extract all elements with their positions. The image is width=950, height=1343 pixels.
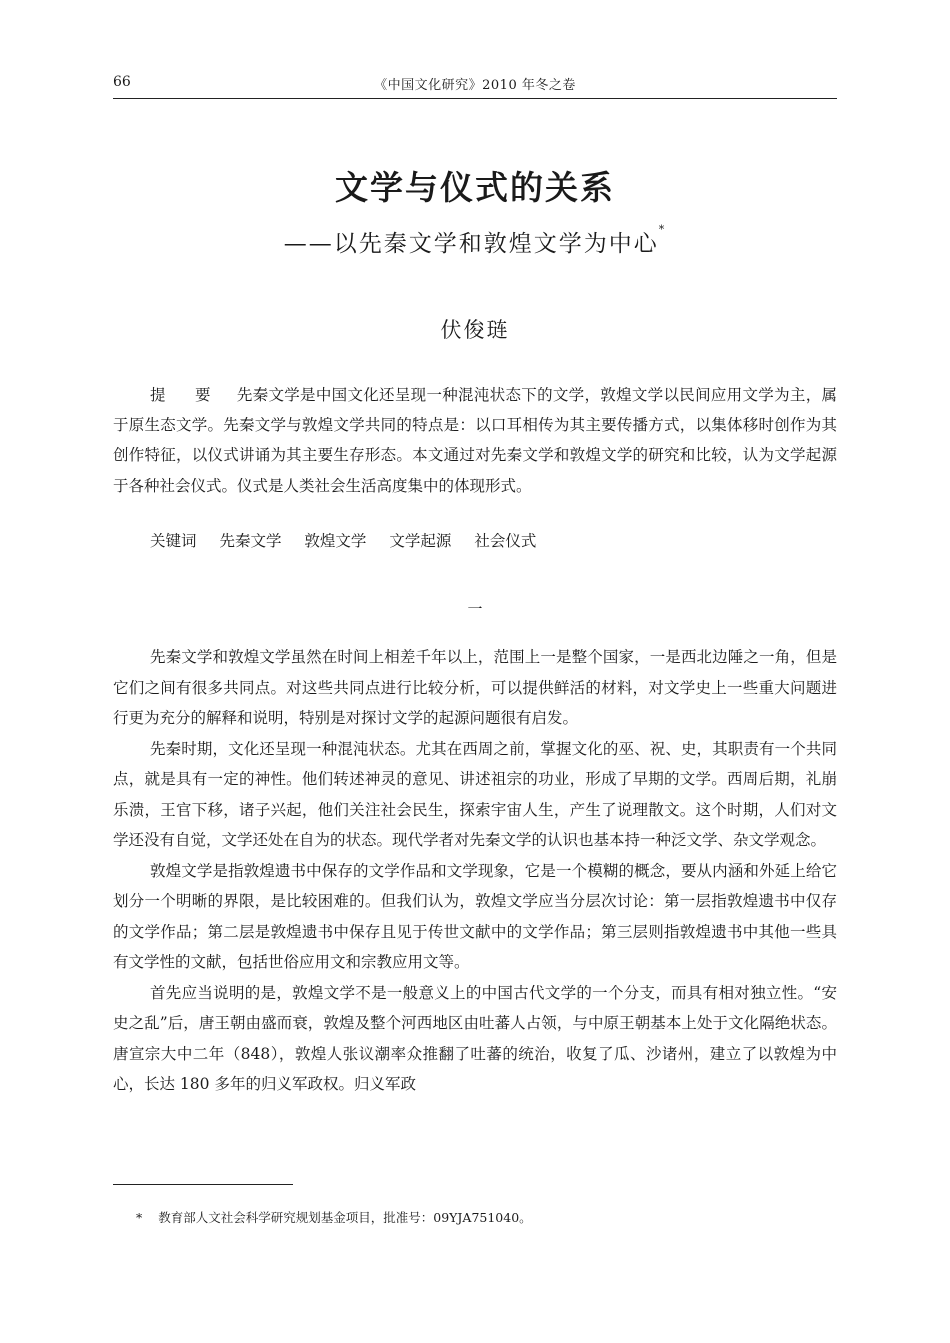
author-name: 伏俊琏 [440,318,510,342]
body-paragraph: 先秦文学和敦煌文学虽然在时间上相差千年以上，范围上一是整个国家，一是西北边陲之一角，但是它们之间有很多共同点。对这些共同点进行比较分析，可以提供鲜活的材料，对文学史上一些重大问题进行更为充分的解释和说明，特别是对探讨文学的起源问题很有启发。 [113,648,837,727]
footnote-reference-mark[interactable]: * [658,223,667,236]
footnote-divider [113,1184,293,1185]
abstract-text: 先秦文学是中国文化还呈现一种混沌状态下的文学，敦煌文学以民间应用文学为主，属于原生态文学。先秦文学与敦煌文学共同的特点是：以口耳相传为其主要传播方式，以集体移时创作为其创作特征，以仪式讲诵为其主要生存形态。本文通过对先秦文学和敦煌文学的研究和比较，认为文学起源于各种社会仪式。仪式是人类社会生活高度集中的体现形式。 [113,386,837,495]
keywords-label: 关键词 [150,532,197,550]
keywords [150,526,554,556]
footnote-mark: * [136,1210,143,1225]
abstract-label: 提 要 [150,386,223,404]
running-title: 《中国文化研究》2010 年冬之卷 [374,78,576,93]
body-paragraph: 先秦时期，文化还呈现一种混沌状态。尤其在西周之前，掌握文化的巫、祝、史，其职责有一个共同点，就是具有一定的神性。他们转述神灵的意见、讲述祖宗的功业，形成了早期的文学。西周后期，礼崩乐溃，王官下移，诸子兴起，他们关注社会民生，探索宇宙人生，产生了说理散文。这个时期，人们对文学还没有自觉，文学还处在自为的状态。现代学者对先秦文学的认识也基本持一种泛文学、杂文学观念。 [113,739,837,849]
page-number: 66 [113,74,131,90]
article-title: 文学与仪式的关系 [335,168,615,207]
section-number: 一 [467,600,483,618]
keyword: 文学起源 [389,532,452,550]
footnote [136,1208,532,1226]
subtitle-text: ——以先秦文学和敦煌文学为中心 [283,231,659,257]
keyword: 社会仪式 [474,532,537,550]
keyword: 先秦文学 [219,532,282,550]
article-subtitle [0,225,950,258]
body-text [113,642,837,1100]
page-header [113,72,837,99]
footnote-text: 教育部人文社会科学研究规划基金项目，批准号：09YJA751040。 [158,1210,532,1225]
keyword: 敦煌文学 [304,532,367,550]
body-paragraph: 首先应当说明的是，敦煌文学不是一般意义上的中国古代文学的一个分支，而具有相对独立性。“安史之乱”后，唐王朝由盛而衰，敦煌及整个河西地区由吐蕃人占领，与中原王朝基本上处于文化隔绝状态。唐宣宗大中二年（848），敦煌人张议潮率众推翻了吐蕃的统治，收复了瓜、沙诸州，建立了以敦煌为中心，长达 180 多年的归义军政权。归义军政 [113,983,837,1093]
abstract [113,380,837,501]
body-paragraph: 敦煌文学是指敦煌遗书中保存的文学作品和文学现象，它是一个模糊的概念，要从内涵和外延上给它划分一个明晰的界限，是比较困难的。但我们认为，敦煌文学应当分层次讨论：第一层指敦煌遗书中仅存的文学作品；第二层是敦煌遗书中保存且见于传世文献中的文学作品；第三层则指敦煌遗书中其他一些具有文学性的文献，包括世俗应用文和宗教应用文等。 [113,861,837,971]
